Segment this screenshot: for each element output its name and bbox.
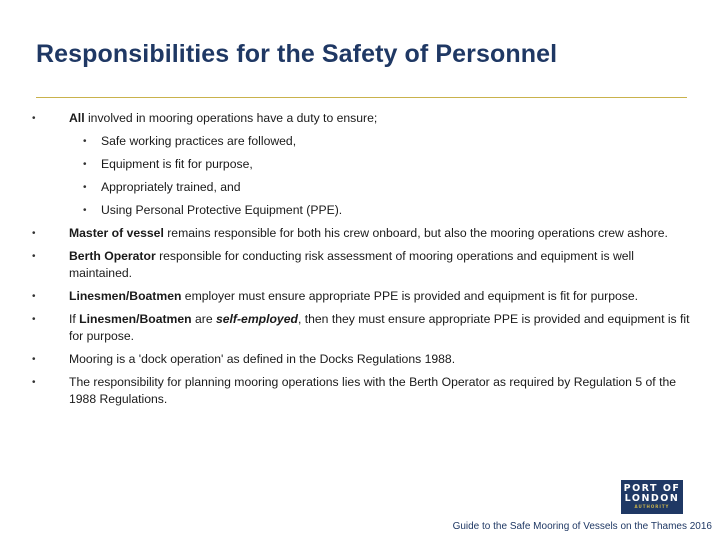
footer-text: Guide to the Safe Mooring of Vessels on the Thames 2016 (452, 521, 712, 532)
bullet-item (32, 248, 692, 282)
bullet-item (32, 110, 692, 127)
sub-bullet-item (32, 156, 692, 173)
bullet-lead: Linesmen/Boatmen (79, 312, 192, 326)
bullet-item (32, 311, 692, 345)
bullet-icon: • (83, 205, 87, 216)
bullet-lead: All (69, 111, 85, 125)
bullet-item (32, 225, 692, 242)
bullet-pre: If (69, 312, 80, 326)
slide-title: Responsibilities for the Safety of Personnel (36, 40, 558, 68)
bullet-icon: • (32, 228, 36, 239)
bullet-icon: • (32, 354, 36, 365)
bullet-text: The responsibility for planning mooring operations lies with the Berth Operator as required by Regulation 5 of the 1988 Regulations. (69, 375, 677, 406)
bullet-icon: • (32, 251, 36, 262)
bullet-text: involved in mooring operations have a duty to ensure; (84, 111, 378, 125)
logo-line-2: LONDON (624, 493, 680, 504)
bullet-text: employer must ensure appropriate PPE is provided and equipment is fit for purpose. (181, 289, 639, 303)
bullet-icon: • (32, 314, 36, 325)
sub-bullet-item (32, 179, 692, 196)
title-divider (36, 97, 687, 98)
bullet-icon: • (32, 291, 36, 302)
bullet-lead: Master of vessel (69, 226, 164, 240)
port-of-london-logo (621, 480, 683, 514)
sub-bullet-item (32, 133, 692, 150)
bullet-item (32, 288, 692, 305)
bullet-list (32, 110, 692, 414)
bullet-item (32, 374, 692, 408)
bullet-icon: • (83, 159, 87, 170)
bullet-icon: • (32, 377, 36, 388)
bullet-icon: • (83, 182, 87, 193)
bullet-text: Appropriately trained, and (101, 180, 241, 194)
sub-bullet-item (32, 202, 692, 219)
bullet-text: Safe working practices are followed, (101, 134, 297, 148)
bullet-text: responsible for conducting risk assessment of mooring operations and equipment is well maintained. (69, 249, 634, 280)
logo-line-1: PORT OF (623, 483, 681, 494)
bullet-emphasis: self-employed (215, 312, 298, 326)
bullet-lead: Linesmen/Boatmen (69, 289, 182, 303)
bullet-text: remains responsible for both his crew onboard, but also the mooring operations crew ashore. (163, 226, 668, 240)
bullet-text: Equipment is fit for purpose, (101, 157, 253, 171)
logo-line-3: AUTHORITY (634, 504, 670, 509)
bullet-text: Using Personal Protective Equipment (PPE). (101, 203, 343, 217)
bullet-icon: • (83, 136, 87, 147)
bullet-mid: are (191, 312, 216, 326)
bullet-item (32, 351, 692, 368)
bullet-lead: Berth Operator (69, 249, 156, 263)
bullet-text: , then they must ensure appropriate PPE is provided and equipment is fit for purpose. (69, 312, 690, 343)
bullet-text: Mooring is a 'dock operation' as defined in the Docks Regulations 1988. (69, 352, 456, 366)
bullet-icon: • (32, 113, 36, 124)
